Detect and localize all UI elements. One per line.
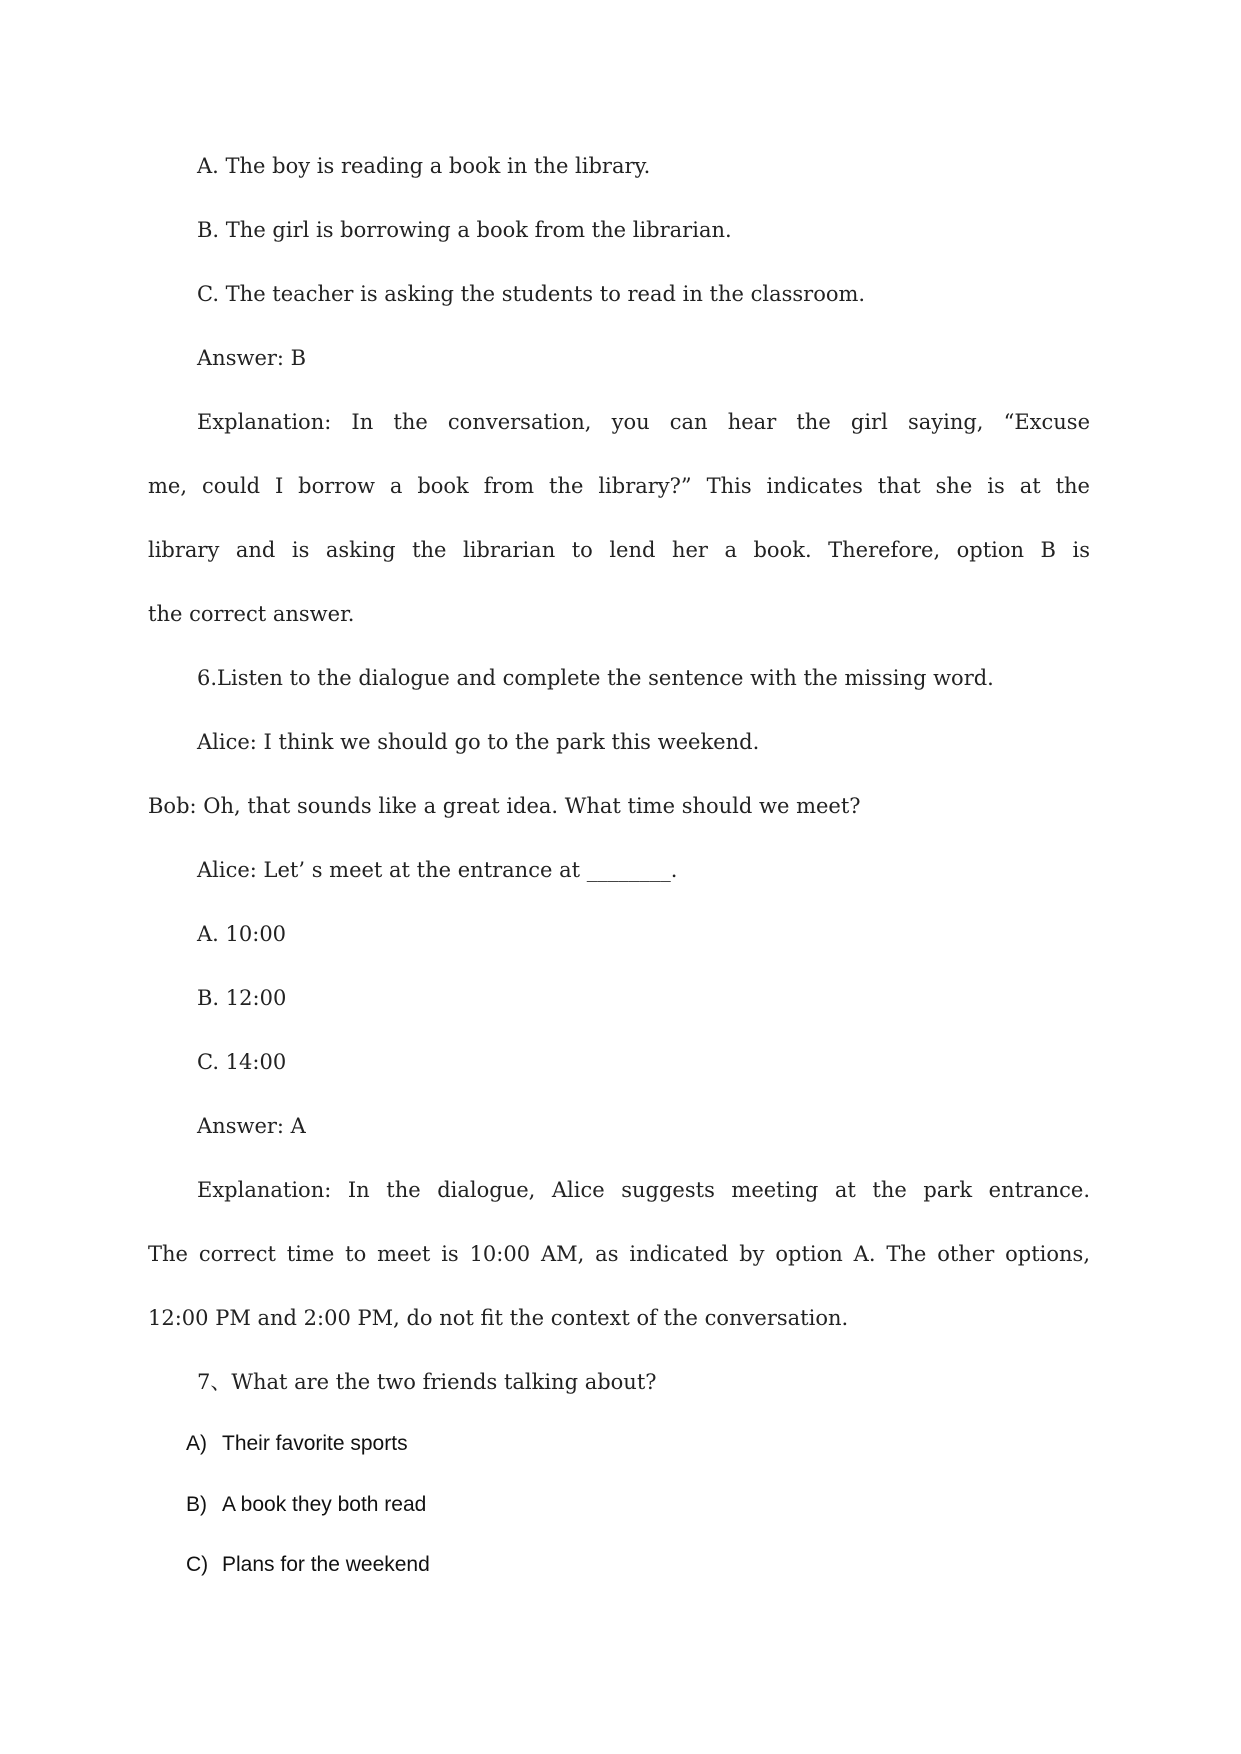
q6-option-b: B. 12:00 — [197, 986, 287, 1010]
q7-option-b — [186, 1492, 426, 1518]
q7-option-c — [186, 1552, 430, 1578]
q7-option-letter: A) — [186, 1432, 207, 1455]
q5-option-a: A. The boy is reading a book in the library. — [197, 154, 651, 178]
q5-option-c: C. The teacher is asking the students to read in the classroom. — [197, 282, 866, 306]
q6-explanation-line: Explanation: In the dialogue, Alice suggests meeting at the park entrance. — [197, 1178, 1090, 1202]
q6-explanation-line: The correct time to meet is 10:00 AM, as indicated by option A. The other options, — [148, 1242, 1090, 1266]
q6-answer: Answer: A — [197, 1114, 306, 1138]
q7-option-a — [186, 1431, 408, 1457]
q6-explanation-line: 12:00 PM and 2:00 PM, do not fit the context of the conversation. — [148, 1306, 849, 1330]
q5-answer: Answer: B — [197, 346, 307, 370]
q7-option-text: Their favorite sports — [222, 1432, 408, 1455]
q5-explanation-line: library and is asking the librarian to lend her a book. Therefore, option B is — [148, 538, 1090, 562]
q6-question: 6.Listen to the dialogue and complete the sentence with the missing word. — [197, 666, 994, 690]
q7-option-text: A book they both read — [222, 1493, 427, 1516]
q6-option-a: A. 10:00 — [197, 922, 287, 946]
q6-dialogue-line: Alice: Let’ s meet at the entrance at ________. — [197, 858, 678, 882]
q7-option-text: Plans for the weekend — [222, 1553, 430, 1576]
q6-option-c: C. 14:00 — [197, 1050, 287, 1074]
q7-question: 7、What are the two friends talking about? — [197, 1370, 657, 1394]
q5-option-b: B. The girl is borrowing a book from the librarian. — [197, 218, 732, 242]
q7-option-letter: B) — [186, 1493, 207, 1516]
q5-explanation-line: Explanation: In the conversation, you can hear the girl saying, “Excuse — [197, 410, 1090, 434]
q7-option-letter: C) — [186, 1553, 209, 1576]
q5-explanation-line: me, could I borrow a book from the library?” This indicates that she is at the — [148, 474, 1090, 498]
q5-explanation-line: the correct answer. — [148, 602, 355, 626]
q6-dialogue-line: Bob: Oh, that sounds like a great idea. What time should we meet? — [148, 794, 861, 818]
q6-dialogue-line: Alice: I think we should go to the park this weekend. — [197, 730, 760, 754]
